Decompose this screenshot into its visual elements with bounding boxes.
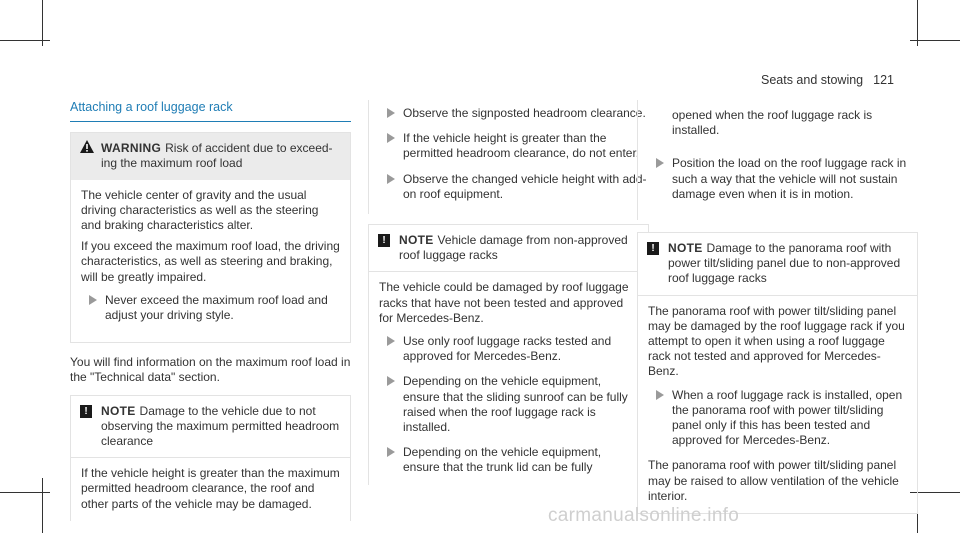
list-item: Depending on the vehicle equipment, ensure that the sliding sunroof can be fully raised when the roof luggage rack is installed. <box>379 374 639 435</box>
note-text: The panorama roof with power tilt/sliding panel may be damaged by the roof luggage rack if you attempt to open it when using a roof luggage rack not tested and approved for Mercedes-Benz. <box>648 303 905 379</box>
exclamation-icon: ! <box>378 234 390 247</box>
note-text: The panorama roof with power tilt/sliding panel may be raised to allow ventilation of the vehicle interior. <box>648 458 899 503</box>
bullet-arrow-icon <box>387 376 395 386</box>
note-text: If the vehicle height is greater than the maximum permitted headroom clearance, the roof and other parts of the vehicle may be damaged. <box>81 466 340 511</box>
note-heading: Damage to the panorama roof with power tilt/sliding panel due to non-approved roof luggage racks <box>668 241 901 286</box>
bullet-arrow-icon <box>89 295 97 305</box>
crop-mark <box>0 40 50 41</box>
list-item: If the vehicle height is greater than the permitted headroom clearance, do not enter. <box>379 131 649 161</box>
list-item: Use only roof luggage racks tested and approved for Mercedes-Benz. <box>379 334 639 364</box>
note-text: The vehicle could be damaged by roof luggage racks that have not been tested and approved for Mercedes-Benz. <box>379 280 629 325</box>
crop-mark <box>0 492 50 493</box>
warning-box <box>70 132 351 343</box>
bullet-arrow-icon <box>387 108 395 118</box>
exclamation-icon: ! <box>647 242 659 255</box>
bullet-arrow-icon <box>656 158 664 168</box>
note-box <box>70 395 351 521</box>
warning-label: WARNING <box>101 141 162 156</box>
warning-icon <box>80 140 94 153</box>
section-heading: Attaching a roof luggage rack <box>70 100 351 122</box>
column-3 <box>637 100 918 514</box>
list-item: Position the load on the roof luggage rack in such a way that the vehicle will not sustain damage even when it is in motion. <box>648 156 918 202</box>
crop-mark <box>910 40 960 41</box>
section-title: Seats and stowing <box>760 73 864 87</box>
continued-text: opened when the roof luggage rack is installed. <box>672 108 873 138</box>
bullet-arrow-icon <box>387 133 395 143</box>
bullet-arrow-icon <box>387 447 395 457</box>
note-box <box>368 224 649 485</box>
list-item: Observe the signposted headroom clearance. <box>379 106 649 121</box>
note-label: NOTE <box>668 241 703 256</box>
list-item: Observe the changed vehicle height with add-on roof equipment. <box>379 172 649 202</box>
note-heading: Damage to the vehicle due to not observing the maximum permitted headroom clearance <box>101 403 340 449</box>
warning-heading: Risk of accident due to exceeding the maximum roof load <box>101 141 333 171</box>
column-2 <box>368 100 649 485</box>
list-item: Depending on the vehicle equipment, ensure that the trunk lid can be fully <box>379 445 639 475</box>
list-item: Never exceed the maximum roof load and adjust your driving style. <box>81 293 340 323</box>
bullet-arrow-icon <box>387 336 395 346</box>
watermark: carmanualsonline.info <box>548 505 740 526</box>
note-box <box>637 232 918 514</box>
note-label: NOTE <box>101 403 136 418</box>
list-item: When a roof luggage rack is installed, open the panorama roof with power tilt/sliding panel only if this has been tested and approved for Mercedes-Benz. <box>648 388 907 449</box>
bullet-arrow-icon <box>387 174 395 184</box>
exclamation-icon: ! <box>80 405 92 418</box>
bullet-arrow-icon <box>656 390 664 400</box>
column-1 <box>70 100 351 521</box>
crop-mark <box>42 478 43 533</box>
note-label: NOTE <box>399 233 434 248</box>
paragraph: You will find information on the maximum roof load in the "Technical data" section. <box>70 355 351 385</box>
warning-text: The vehicle center of gravity and the usual driving characteristics as well as the steering and braking characteristics alter. <box>81 187 319 233</box>
note-heading: Vehicle damage from non-approved roof luggage racks <box>399 233 628 263</box>
warning-text: If you exceed the maximum roof load, the driving characteristics, as well as steering and braking, will be greatly impaired. <box>81 239 340 284</box>
page-header <box>761 73 894 87</box>
page-number: 121 <box>873 73 894 87</box>
